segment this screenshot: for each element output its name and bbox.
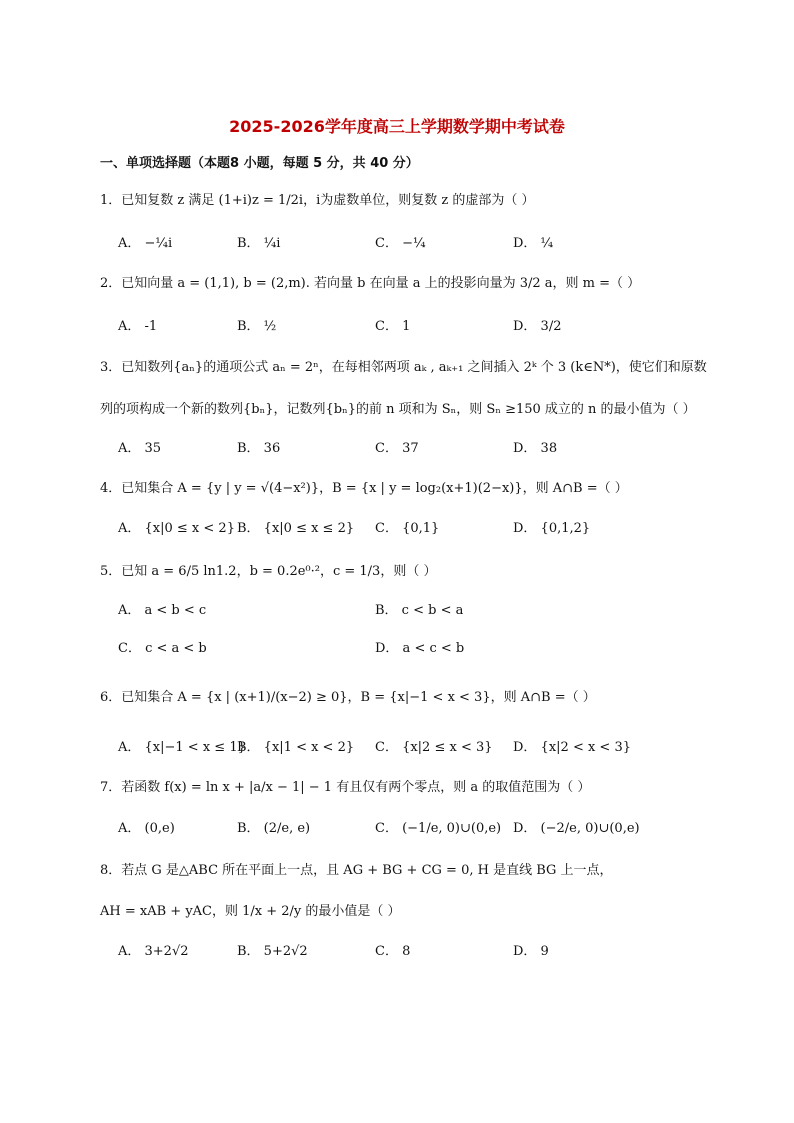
section-heading: 一、单项选择题（本题8 小题，每题 5 分，共 40 分） (100, 156, 419, 171)
question-5: 5．已知 a = 6/5 ln1.2，b = 0.2e⁰·²，c = 1/3，则（ ） (100, 564, 437, 579)
q5-option-c[interactable]: C． c < a < b (118, 641, 207, 656)
q4-option-b[interactable]: B． {x|0 ≤ x ≤ 2} (237, 521, 355, 536)
question-6: 6．已知集合 A = {x | (x+1)/(x−2) ≥ 0}，B = {x|−1 < x < 3}，则 A∩B =（ ） (100, 690, 596, 705)
question-7: 7．若函数 f(x) = ln x + |a/x − 1| − 1 有且仅有两个零点，则 a 的取值范围为（ ） (100, 780, 591, 795)
q4-option-d[interactable]: D． {0,1,2} (513, 521, 591, 536)
q2-option-c[interactable]: C． 1 (375, 319, 411, 334)
question-1: 1．已知复数 z 满足 (1+i)z = 1/2i，i为虚数单位，则复数 z 的虚部为（ ） (100, 193, 535, 208)
q6-option-c[interactable]: C． {x|2 ≤ x < 3} (375, 740, 493, 755)
q8-option-c[interactable]: C． 8 (375, 944, 411, 959)
q6-option-d[interactable]: D． {x|2 < x < 3} (513, 740, 631, 755)
q1-option-d[interactable]: D． ¼ (513, 236, 554, 251)
q3-option-a[interactable]: A． 35 (118, 441, 162, 456)
question-3: 3．已知数列{aₙ}的通项公式 aₙ = 2ⁿ，在每相邻两项 aₖ , aₖ₊₁ 之间插入 2ᵏ 个 3 (k∈N*)，使它们和原数 (100, 360, 707, 375)
q1-option-b[interactable]: B． ¼i (237, 236, 281, 251)
q4-option-c[interactable]: C． {0,1} (375, 521, 440, 536)
q5-option-a[interactable]: A． a < b < c (118, 603, 207, 618)
q1-option-c[interactable]: C． −¼ (375, 236, 426, 251)
q7-option-a[interactable]: A． (0,e) (118, 821, 175, 836)
question-2: 2．已知向量 a = (1,1), b = (2,m). 若向量 b 在向量 a 上的投影向量为 3/2 a，则 m =（ ） (100, 276, 641, 291)
q8-option-d[interactable]: D． 9 (513, 944, 549, 959)
q8-option-a[interactable]: A． 3+2√2 (118, 944, 189, 959)
q2-option-a[interactable]: A． -1 (118, 319, 158, 334)
q7-option-b[interactable]: B． (2/e, e) (237, 821, 311, 836)
q3-option-b[interactable]: B． 36 (237, 441, 281, 456)
q7-option-c[interactable]: C． (−1/e, 0)∪(0,e) (375, 821, 502, 836)
q3-option-c[interactable]: C． 37 (375, 441, 419, 456)
question-3-cont: 列的项构成一个新的数列{bₙ}，记数列{bₙ}的前 n 项和为 Sₙ，则 Sₙ ≥150 成立的 n 的最小值为（ ） (100, 402, 696, 417)
question-8-cont: AH = xAB + yAC，则 1/x + 2/y 的最小值是（ ） (100, 904, 401, 919)
q5-option-b[interactable]: B． c < b < a (375, 603, 464, 618)
exam-title: 2025-2026学年度高三上学期数学期中考试卷 (229, 117, 565, 136)
question-8: 8．若点 G 是△ABC 所在平面上一点，且 AG + BG + CG = 0, H 是直线 BG 上一点， (100, 863, 613, 878)
question-4: 4．已知集合 A = {y | y = √(4−x²)}，B = {x | y = log₂(x+1)(2−x)}，则 A∩B =（ ） (100, 481, 628, 496)
q7-option-d[interactable]: D． (−2/e, 0)∪(0,e) (513, 821, 640, 836)
q6-option-b[interactable]: B． {x|1 < x < 2} (237, 740, 355, 755)
q2-option-b[interactable]: B． ½ (237, 319, 277, 334)
q2-option-d[interactable]: D． 3/2 (513, 319, 562, 334)
q5-option-d[interactable]: D． a < c < b (375, 641, 465, 656)
q4-option-a[interactable]: A． {x|0 ≤ x < 2} (118, 521, 235, 536)
q3-option-d[interactable]: D． 38 (513, 441, 558, 456)
q1-option-a[interactable]: A． −¼i (118, 236, 173, 251)
q6-option-a[interactable]: A． {x|−1 < x ≤ 1} (118, 740, 246, 755)
q8-option-b[interactable]: B． 5+2√2 (237, 944, 308, 959)
